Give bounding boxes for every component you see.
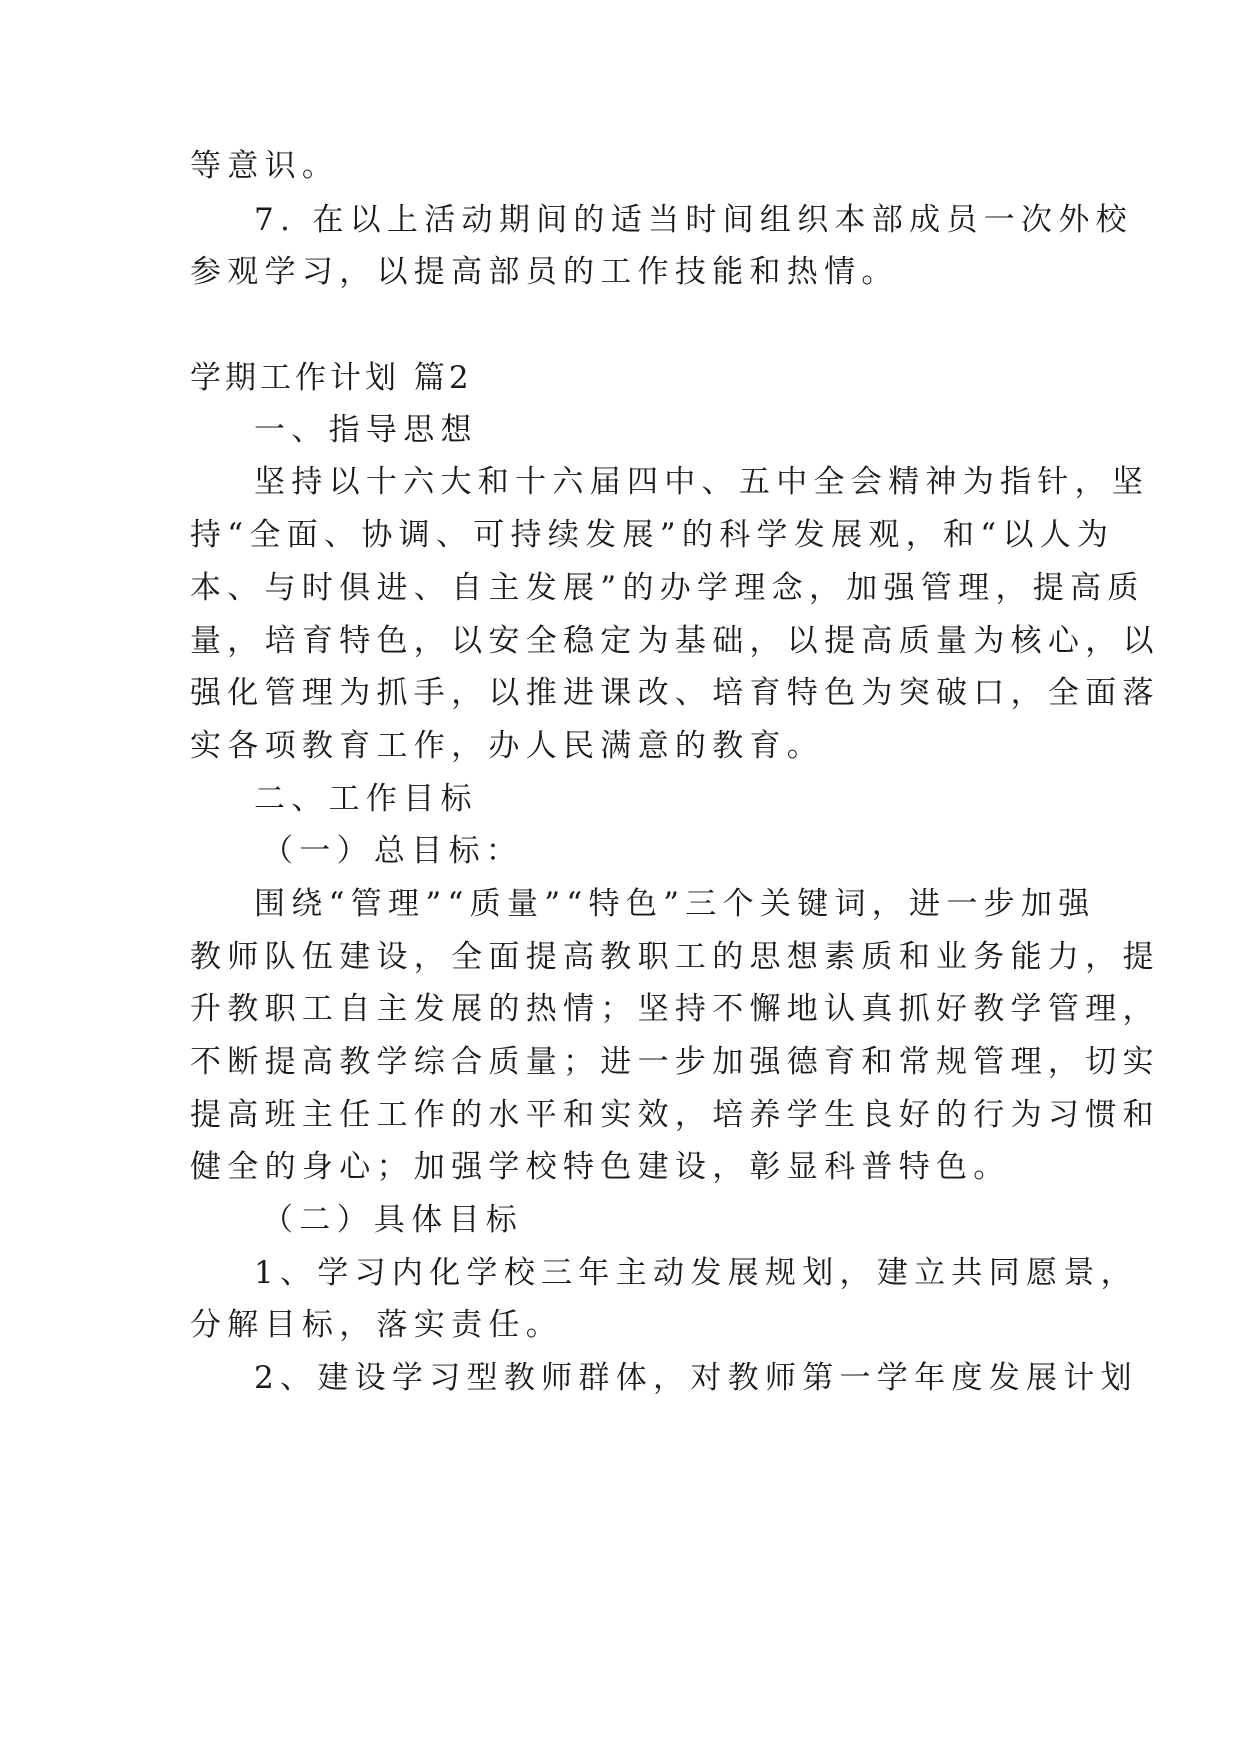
paragraph-line: 围绕“管理”“质量”“特色”三个关键词，进一步加强 [254, 886, 1096, 922]
paragraph-line: 不断提高教学综合质量；进一步加强德育和常规管理，切实 [190, 1044, 1160, 1080]
paragraph-line: 坚持以十六大和十六届四中、五中全会精神为指针，坚 [254, 464, 1150, 500]
paragraph-line: 等意识。 [190, 148, 340, 184]
paragraph-line: 量，培育特色，以安全稳定为基础，以提高质量为核心，以 [190, 623, 1160, 659]
paragraph-line: 健全的身心；加强学校特色建设，彰显科普特色。 [190, 1149, 1011, 1185]
paragraph-line: 持“全面、协调、可持续发展”的科学发展观，和“以人为 [190, 517, 1115, 553]
paragraph-line: 强化管理为抓手，以推进课改、培育特色为突破口，全面落 [190, 675, 1160, 711]
list-item-7-line: 参观学习，以提高部员的工作技能和热情。 [190, 254, 899, 290]
paragraph-line: 提高班主任工作的水平和实效，培养学生良好的行为习惯和 [190, 1097, 1160, 1133]
list-item-7-line: 7. 在以上活动期间的适当时间组织本部成员一次外校 [254, 202, 1133, 238]
subheading-specific-goals: （二）具体目标 [262, 1202, 524, 1238]
heading-work-goals: 二、工作目标 [254, 781, 478, 817]
list-item-1-line: 1、学习内化学校三年主动发展规划，建立共同愿景， [254, 1255, 1138, 1291]
heading-guiding-ideology: 一、指导思想 [254, 412, 478, 448]
subheading-overall-goal: （一）总目标： [262, 833, 524, 869]
paragraph-line: 实各项教育工作，办人民满意的教育。 [190, 728, 825, 764]
paragraph-line: 教师队伍建设，全面提高教职工的思想素质和业务能力，提 [190, 939, 1160, 975]
section-title: 学期工作计划 篇2 [190, 360, 473, 396]
paragraph-line: 本、与时俱进、自主发展”的办学理念，加强管理，提高质 [190, 570, 1145, 606]
list-item-1-line: 分解目标，落实责任。 [190, 1307, 563, 1343]
paragraph-line: 升教职工自主发展的热情；坚持不懈地认真抓好教学管理， [190, 991, 1160, 1027]
list-item-2-line: 2、建设学习型教师群体，对教师第一学年度发展计划 [254, 1360, 1138, 1396]
